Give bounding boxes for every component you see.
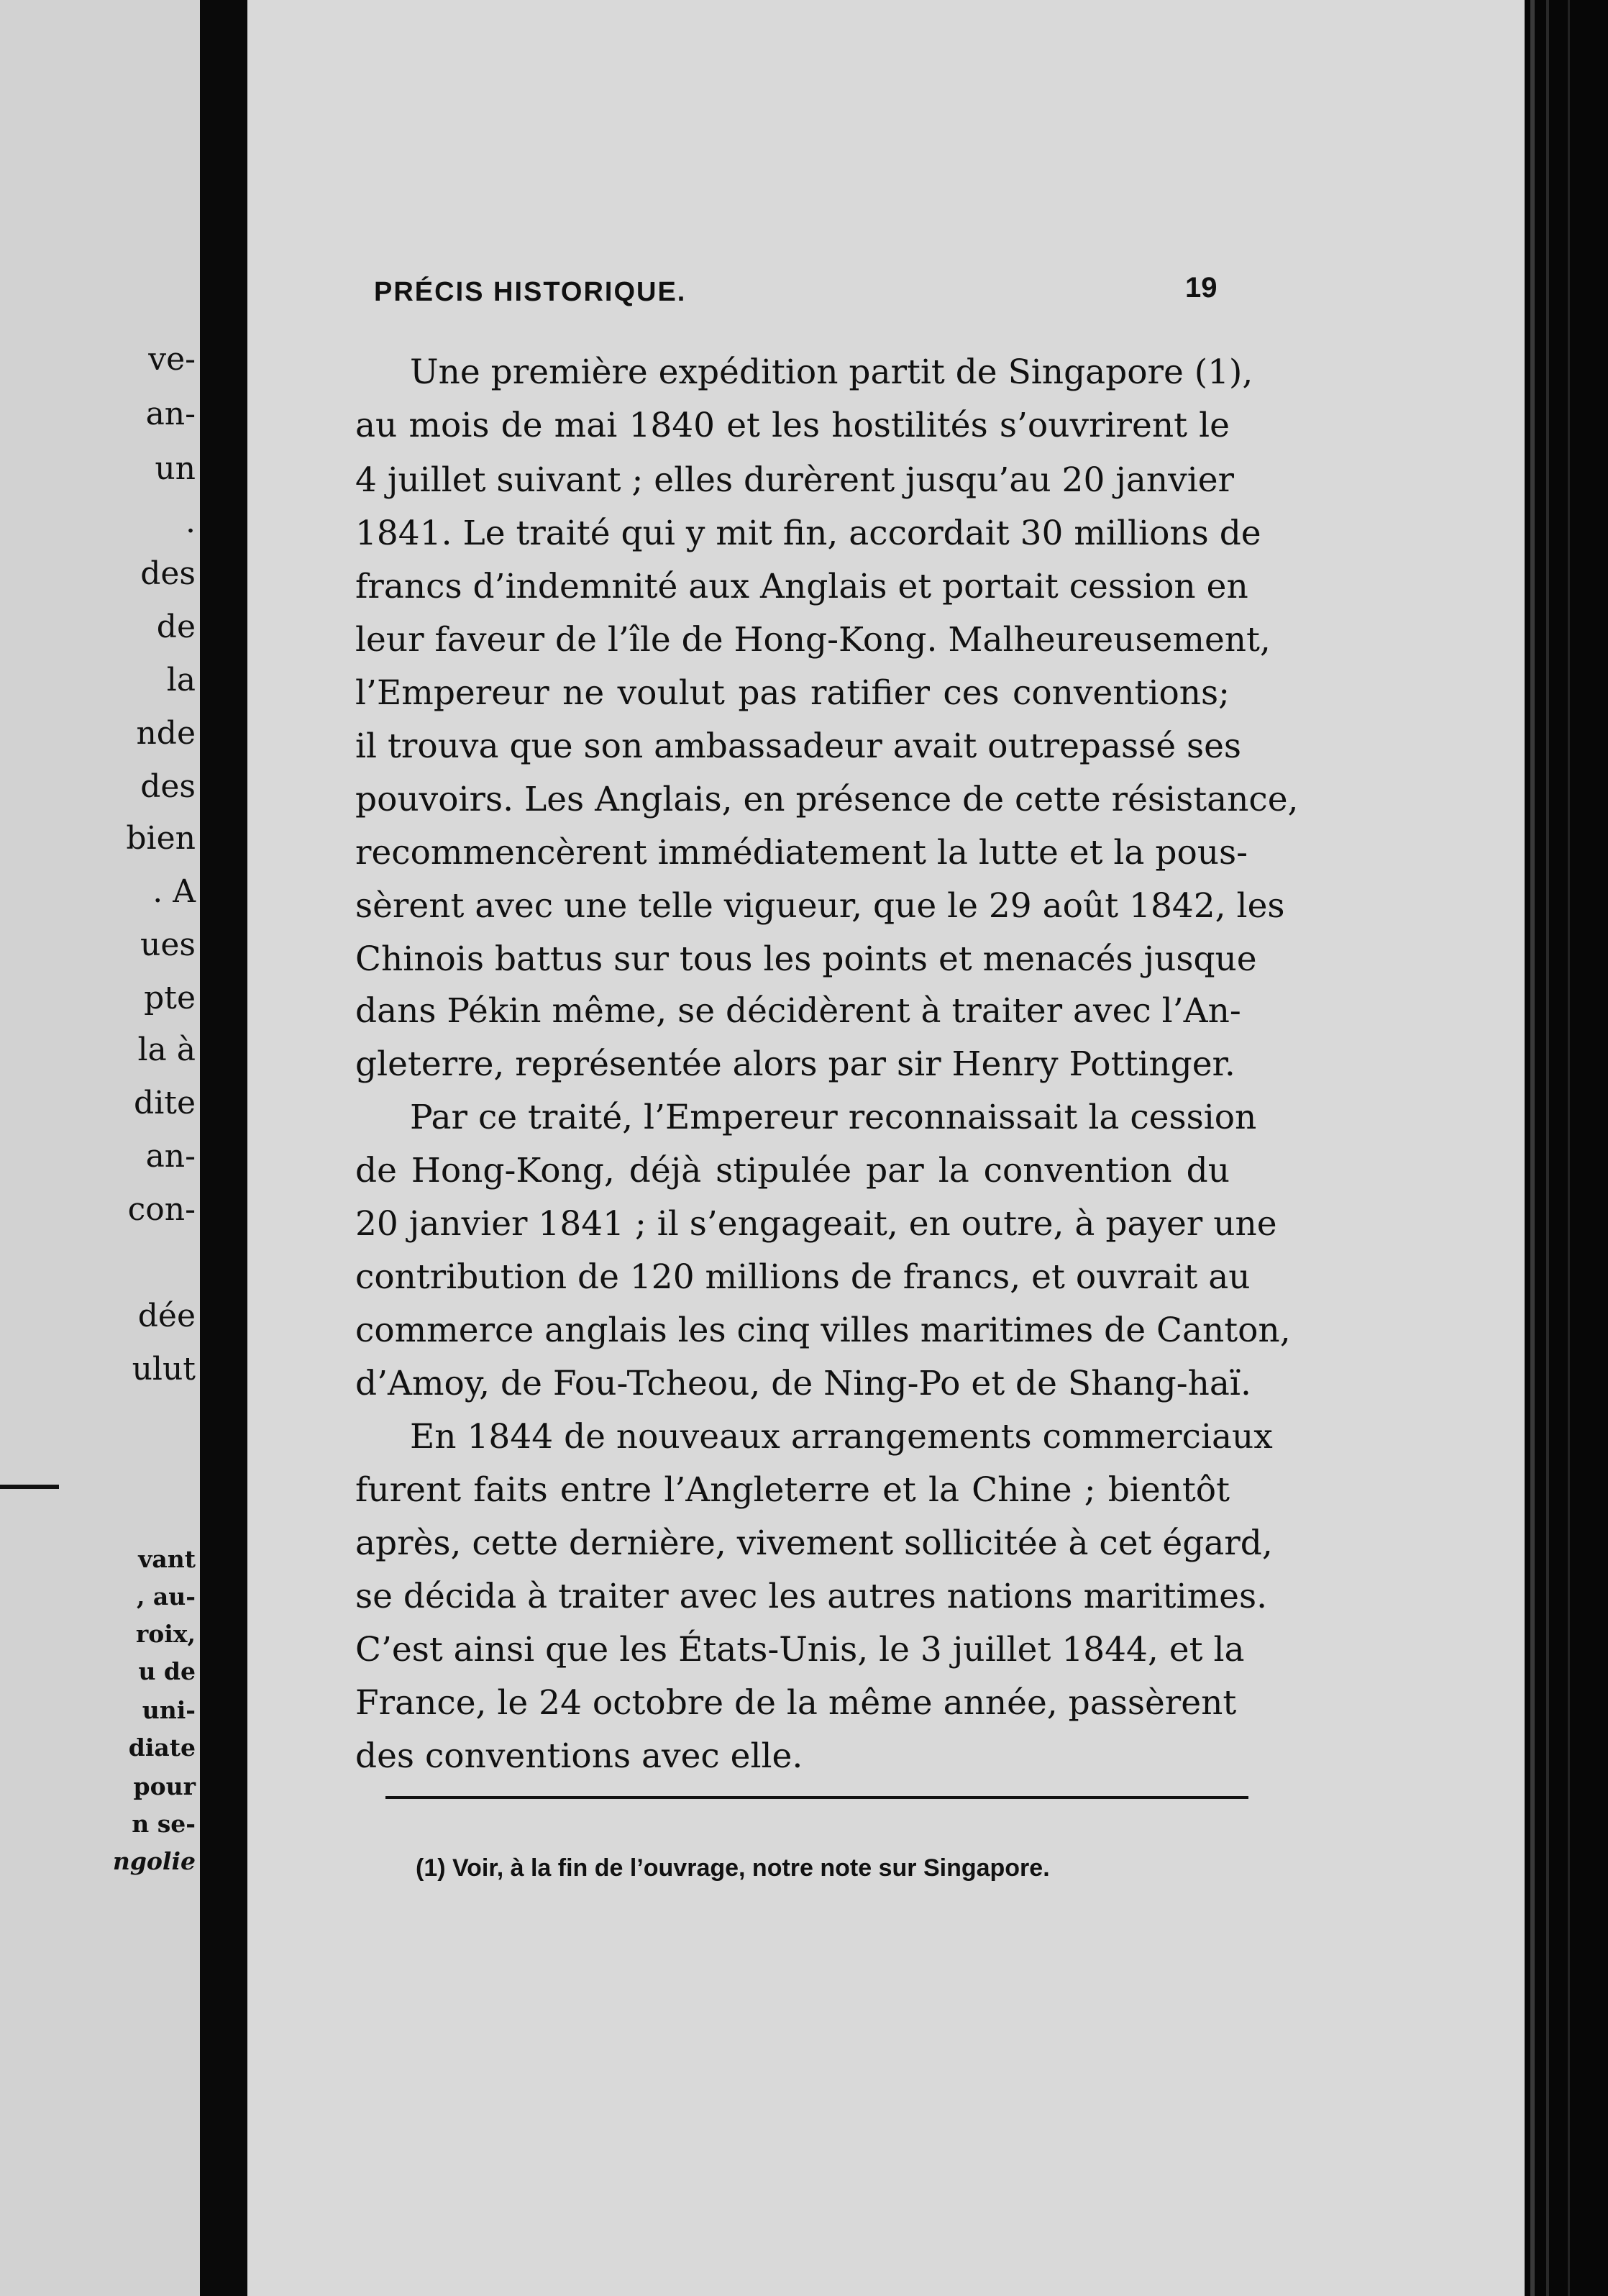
- left-page-footnote-fragment: roix,: [135, 1620, 196, 1648]
- left-page-footnote-fragment: vant: [138, 1545, 196, 1573]
- text-line: Par ce traité, l’Empereur reconnaissait la cession: [410, 1098, 1257, 1137]
- left-page-footnote-rule: [0, 1485, 59, 1489]
- left-page-footnote-fragment: ngolie: [112, 1847, 196, 1875]
- left-page-footnote-fragment: , au-: [136, 1582, 196, 1611]
- text-line: se décida à traiter avec les autres nations maritimes.: [355, 1577, 1268, 1616]
- left-page-text-fragment: pte: [144, 980, 196, 1016]
- left-page-text-fragment: bien: [126, 820, 196, 857]
- text-line: pouvoirs. Les Anglais, en présence de cette résistance,: [355, 780, 1299, 819]
- left-page-text-fragment: un: [155, 450, 196, 487]
- left-page-text-fragment: con-: [127, 1191, 196, 1228]
- left-page-footnote-fragment: diate: [128, 1734, 196, 1762]
- right-page-edge: [1525, 0, 1608, 2296]
- text-line: d’Amoy, de Fou-Tcheou, de Ning-Po et de Shang-haï.: [355, 1364, 1251, 1403]
- text-line: France, le 24 octobre de la même année, passèrent: [355, 1683, 1237, 1723]
- text-line: 1841. Le traité qui y mit fin, accordait 30 millions de: [355, 514, 1261, 553]
- left-page-text-fragment: ues: [140, 926, 196, 963]
- text-line: 4 juillet suivant ; elles durèrent jusqu’au 20 janvier: [355, 460, 1235, 500]
- main-page: [247, 0, 1525, 2296]
- text-line: dans Pékin même, se décidèrent à traiter avec l’An-: [355, 991, 1241, 1031]
- left-page-text-fragment: la: [166, 662, 196, 698]
- page-number: 19: [1185, 272, 1218, 304]
- left-page-text-fragment: la à: [137, 1031, 196, 1068]
- text-line: 20 janvier 1841 ; il s’engageait, en outre, à payer une: [355, 1204, 1277, 1244]
- left-page-text-fragment: an-: [145, 1138, 196, 1175]
- text-line: En 1844 de nouveaux arrangements commerciaux: [410, 1417, 1273, 1457]
- left-page-text-fragment: ve-: [148, 341, 196, 378]
- text-line: de Hong-Kong, déjà stipulée par la convention du: [355, 1151, 1230, 1190]
- footnote: (1) Voir, à la fin de l’ouvrage, notre note sur Singapore.: [416, 1854, 1050, 1882]
- left-page-footnote-fragment: n se-: [132, 1810, 196, 1838]
- text-line: leur faveur de l’île de Hong-Kong. Malheureusement,: [355, 620, 1271, 660]
- left-page-text-fragment: nde: [136, 715, 196, 752]
- running-title: PRÉCIS HISTORIQUE.: [374, 277, 687, 307]
- left-page-text-fragment: .: [186, 504, 196, 540]
- text-line: des conventions avec elle.: [355, 1736, 803, 1776]
- text-line: gleterre, représentée alors par sir Henry Pottinger.: [355, 1044, 1235, 1084]
- footnote-rule: [385, 1796, 1248, 1799]
- left-page-text-fragment: de: [156, 609, 196, 645]
- left-facing-page: [0, 0, 200, 2296]
- text-line: au mois de mai 1840 et les hostilités s’ouvrirent le: [355, 406, 1230, 445]
- text-line: recommencèrent immédiatement la lutte et la pous-: [355, 833, 1248, 873]
- left-page-text-fragment: des: [140, 555, 196, 592]
- left-page-text-fragment: an-: [145, 396, 196, 432]
- text-line: l’Empereur ne voulut pas ratifier ces conventions;: [355, 673, 1230, 713]
- text-line: Une première expédition partit de Singapore (1),: [410, 352, 1253, 392]
- book-gutter: [200, 0, 247, 2296]
- text-line: il trouva que son ambassadeur avait outrepassé ses: [355, 726, 1242, 766]
- left-page-text-fragment: dite: [134, 1085, 196, 1121]
- left-page-footnote-fragment: pour: [133, 1772, 196, 1800]
- left-page-text-fragment: des: [140, 768, 196, 805]
- left-page-text-fragment: dée: [137, 1298, 196, 1334]
- text-line: sèrent avec une telle vigueur, que le 29 août 1842, les: [355, 886, 1285, 926]
- text-line: Chinois battus sur tous les points et menacés jusque: [355, 939, 1257, 979]
- text-line: commerce anglais les cinq villes maritimes de Canton,: [355, 1311, 1291, 1350]
- text-line: francs d’indemnité aux Anglais et portait cession en: [355, 567, 1248, 606]
- text-line: C’est ainsi que les États-Unis, le 3 juillet 1844, et la: [355, 1630, 1245, 1669]
- text-line: après, cette dernière, vivement sollicitée à cet égard,: [355, 1523, 1273, 1563]
- text-line: contribution de 120 millions de francs, et ouvrait au: [355, 1257, 1251, 1297]
- left-page-text-fragment: ulut: [132, 1351, 196, 1388]
- left-page-footnote-fragment: u de: [138, 1657, 196, 1685]
- left-page-text-fragment: . A: [152, 873, 196, 910]
- left-page-footnote-fragment: uni-: [142, 1696, 196, 1724]
- text-line: furent faits entre l’Angleterre et la Chine ; bientôt: [355, 1470, 1230, 1510]
